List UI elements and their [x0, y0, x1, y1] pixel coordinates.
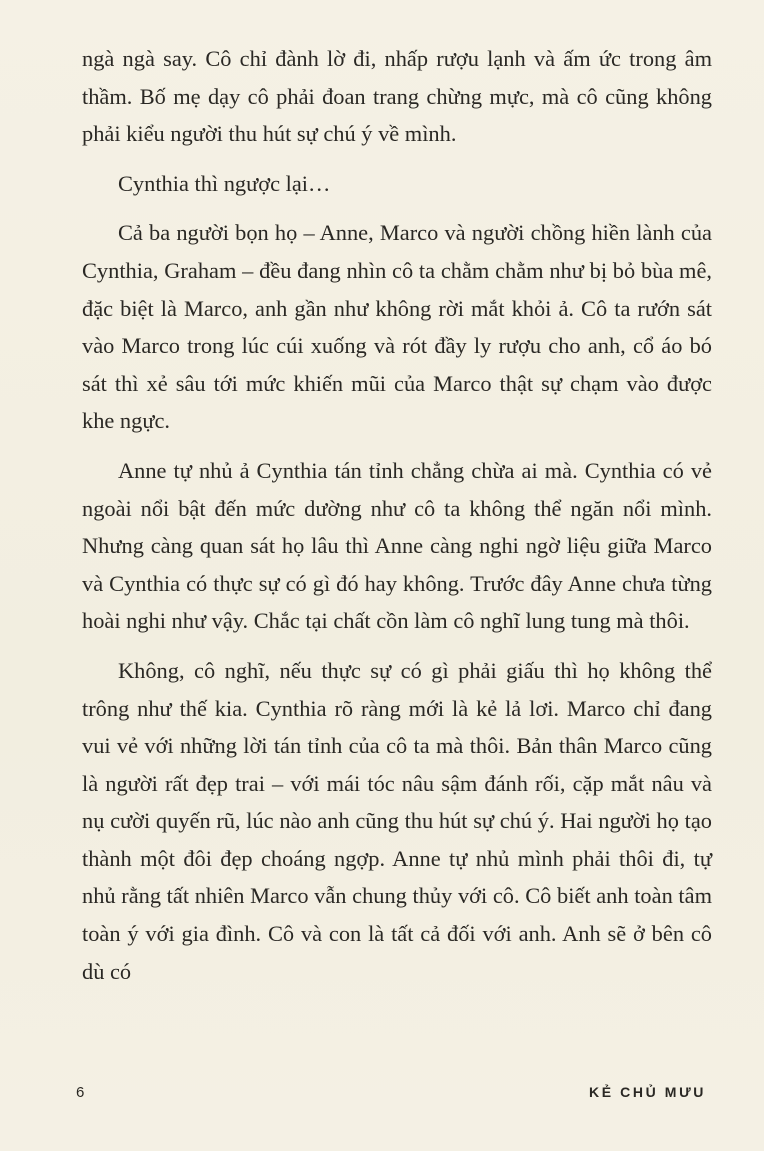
running-title: KẺ CHỦ MƯU	[589, 1084, 706, 1100]
page-footer	[0, 1084, 764, 1108]
paragraph: Cả ba người bọn họ – Anne, Marco và người chồng hiền lành của Cynthia, Graham – đều đang nhìn cô ta chằm chằm như bị bỏ bùa mê, đặc biệt là Marco, anh gần như không rời mắt khỏi ả. Cô ta rướn sát vào Marco trong lúc cúi xuống và rót đầy ly rượu cho anh, cổ áo bó sát thì xẻ sâu tới mức khiến mũi của Marco thật sự chạm vào được khe ngực.	[82, 220, 712, 434]
paragraph-continuation: ngà ngà say. Cô chỉ đành lờ đi, nhấp rượu lạnh và ấm ức trong âm thầm. Bố mẹ dạy cô phải đoan trang chừng mực, mà cô cũng không phải kiểu người thu hút sự chú ý về mình.	[82, 46, 712, 147]
page-number: 6	[76, 1084, 85, 1101]
paragraph: Anne tự nhủ ả Cynthia tán tỉnh chẳng chừa ai mà. Cynthia có vẻ ngoài nổi bật đến mức dường như cô ta không thể ngăn nổi mình. Nhưng càng quan sát họ lâu thì Anne càng nghi ngờ liệu giữa Marco và Cynthia có thực sự có gì đó hay không. Trước đây Anne chưa từng hoài nghi như vậy. Chắc tại chất cồn làm cô nghĩ lung tung mà thôi.	[82, 457, 712, 634]
body-text	[82, 40, 712, 1002]
paragraph: Không, cô nghĩ, nếu thực sự có gì phải giấu thì họ không thể trông như thế kia. Cynthia rõ ràng mới là kẻ lả lơi. Marco chỉ đang vui vẻ với những lời tán tỉnh của cô ta mà thôi. Bản thân Marco cũng là người rất đẹp trai – với mái tóc nâu sậm đánh rối, cặp mắt nâu và nụ cười quyến rũ, lúc nào anh cũng thu hút sự chú ý. Hai người họ tạo thành một đôi đẹp choáng ngợp. Anne tự nhủ mình phải thôi đi, tự nhủ rằng tất nhiên Marco vẫn chung thủy với cô. Cô biết anh toàn tâm toàn ý với gia đình. Cô và con là tất cả đối với anh. Anh sẽ ở bên cô dù có	[82, 657, 712, 984]
paragraph: Cynthia thì ngược lại…	[118, 170, 331, 196]
